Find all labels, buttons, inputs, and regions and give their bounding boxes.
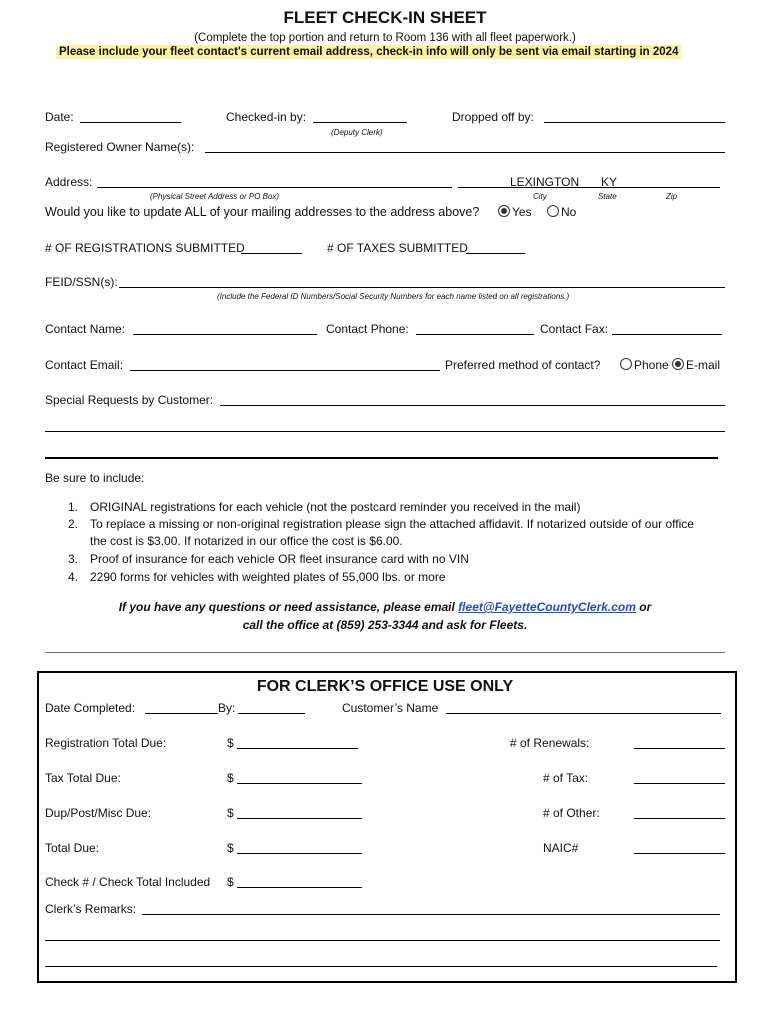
contact-email-field[interactable]	[130, 370, 440, 371]
item-number: 1.	[68, 500, 79, 514]
phone-label: Phone	[634, 358, 669, 372]
total-due-field[interactable]	[237, 853, 362, 854]
city-value: LEXINGTON	[510, 175, 580, 189]
state-hint: State	[598, 192, 617, 201]
registration-total-label: Registration Total Due:	[45, 736, 167, 750]
address-label: Address:	[45, 175, 93, 189]
check-total-field[interactable]	[237, 887, 362, 888]
email-option[interactable]	[672, 358, 720, 372]
feid-label: FEID/SSN(s):	[45, 275, 118, 289]
date-label: Date:	[45, 110, 74, 124]
customer-name-field[interactable]	[446, 713, 721, 714]
instruction-item: 2. To replace a missing or non-original registration please sign the attached affidavit. If notarized outside of our office the cost is $3.00. If notarized in our office the cost is $6.00.	[68, 517, 694, 548]
of-tax-label: # of Tax:	[543, 771, 589, 785]
instruction-item: 4. 2290 forms for vehicles with weighted plates of 55,000 lbs. or more	[68, 570, 446, 584]
checked-in-field[interactable]	[313, 122, 407, 123]
dollar-sign: $	[227, 806, 234, 820]
of-tax-field[interactable]	[634, 783, 725, 784]
instructions-heading: Be sure to include:	[45, 471, 145, 485]
total-due-label: Total Due:	[45, 841, 100, 855]
contact-email-label: Contact Email:	[45, 358, 124, 372]
help-line-1: If you have any questions or need assistance, please email fleet@FayetteCountyClerk.com or	[118, 600, 652, 614]
checked-in-label: Checked-in by:	[226, 110, 307, 124]
radio-checked-icon[interactable]	[672, 358, 684, 370]
email-notice: Please include your fleet contact's current email address, check-in info will only be sent via email starting in 2024	[56, 45, 681, 59]
special-requests-line-3[interactable]	[45, 457, 718, 459]
special-requests-label: Special Requests by Customer:	[45, 393, 214, 407]
by-label: By:	[218, 701, 236, 715]
radio-checked-icon[interactable]	[498, 205, 510, 217]
registrations-label: # OF REGISTRATIONS SUBMITTED	[45, 241, 245, 255]
clerk-use-box	[37, 671, 737, 983]
city-state-zip-field[interactable]	[458, 187, 720, 188]
dollar-sign: $	[227, 875, 234, 889]
no-option[interactable]	[547, 205, 576, 219]
feid-hint: (Include the Federal ID Numbers/Social Security Numbers for each name listed on all registrations.)	[217, 292, 570, 301]
naic-label: NAIC#	[543, 841, 579, 855]
state-value: KY	[601, 175, 618, 189]
dropped-off-field[interactable]	[544, 122, 725, 123]
update-question: Would you like to update ALL of your mailing addresses to the address above?	[45, 205, 480, 219]
taxes-label: # OF TAXES SUBMITTED	[327, 241, 468, 255]
item-number: 2.	[68, 517, 79, 531]
contact-phone-field[interactable]	[416, 334, 534, 335]
date-completed-field[interactable]	[145, 713, 218, 714]
contact-name-label: Contact Name:	[45, 322, 126, 336]
by-field[interactable]	[238, 713, 305, 714]
no-label: No	[561, 205, 577, 219]
dollar-sign: $	[227, 736, 234, 750]
clerk-remarks-line-2[interactable]	[45, 940, 720, 941]
of-other-label: # of Other:	[543, 806, 600, 820]
help-email-link[interactable]: fleet@FayetteCountyClerk.com	[458, 600, 636, 614]
clerk-remarks-line-3[interactable]	[45, 966, 717, 967]
yes-option[interactable]	[498, 205, 532, 219]
street-address-field[interactable]	[97, 187, 452, 188]
dropped-off-label: Dropped off by:	[452, 110, 534, 124]
item-number: 3.	[68, 552, 79, 566]
customer-name-label: Customer’s Name	[342, 701, 439, 715]
renewals-field[interactable]	[634, 748, 725, 749]
contact-name-field[interactable]	[133, 334, 317, 335]
date-completed-label: Date Completed:	[45, 701, 136, 715]
preferred-contact-label: Preferred method of contact?	[445, 358, 601, 372]
clerk-box-title: FOR CLERK’S OFFICE USE ONLY	[256, 678, 514, 695]
city-hint: City	[533, 192, 547, 201]
contact-phone-label: Contact Phone:	[326, 322, 409, 336]
dollar-sign: $	[227, 841, 234, 855]
dup-post-label: Dup/Post/Misc Due:	[45, 806, 152, 820]
section-divider	[45, 652, 725, 653]
address-hint: (Physical Street Address or PO Box)	[150, 192, 280, 201]
help-line-2: call the office at (859) 253-3344 and ask for Fleets.	[242, 618, 528, 632]
tax-total-label: Tax Total Due:	[45, 771, 121, 785]
of-other-field[interactable]	[634, 818, 725, 819]
dup-post-field[interactable]	[237, 818, 362, 819]
taxes-field[interactable]	[466, 253, 525, 254]
owner-field[interactable]	[205, 152, 725, 153]
clerk-remarks-field[interactable]	[142, 914, 720, 915]
clerk-remarks-label: Clerk’s Remarks:	[45, 902, 137, 916]
tax-total-field[interactable]	[237, 783, 362, 784]
radio-unchecked-icon[interactable]	[547, 205, 559, 217]
check-total-label: Check # / Check Total Included	[45, 875, 211, 889]
subtitle: (Complete the top portion and return to Room 136 with all fleet paperwork.)	[194, 32, 576, 44]
naic-field[interactable]	[634, 853, 725, 854]
registration-total-field[interactable]	[237, 748, 358, 749]
contact-fax-label: Contact Fax:	[540, 322, 609, 336]
registrations-field[interactable]	[241, 253, 302, 254]
email-option-label: E-mail	[686, 358, 721, 372]
contact-fax-field[interactable]	[612, 334, 722, 335]
special-requests-line-2[interactable]	[45, 431, 725, 432]
yes-label: Yes	[512, 205, 532, 219]
feid-field[interactable]	[119, 287, 725, 288]
zip-hint: Zip	[666, 192, 678, 201]
phone-option[interactable]	[620, 358, 669, 372]
instruction-item: 1. ORIGINAL registrations for each vehicle (not the postcard reminder you received in the mail)	[68, 500, 581, 514]
date-field[interactable]	[80, 122, 181, 123]
item-number: 4.	[68, 570, 79, 584]
radio-unchecked-icon[interactable]	[620, 358, 632, 370]
page-title: FLEET CHECK-IN SHEET	[283, 8, 487, 27]
dollar-sign: $	[227, 771, 234, 785]
special-requests-field[interactable]	[220, 405, 725, 406]
deputy-clerk-hint: (Deputy Clerk)	[331, 128, 383, 137]
owner-label: Registered Owner Name(s):	[45, 140, 195, 154]
instruction-item: 3. Proof of insurance for each vehicle OR fleet insurance card with no VIN	[68, 552, 469, 566]
renewals-label: # of Renewals:	[510, 736, 590, 750]
